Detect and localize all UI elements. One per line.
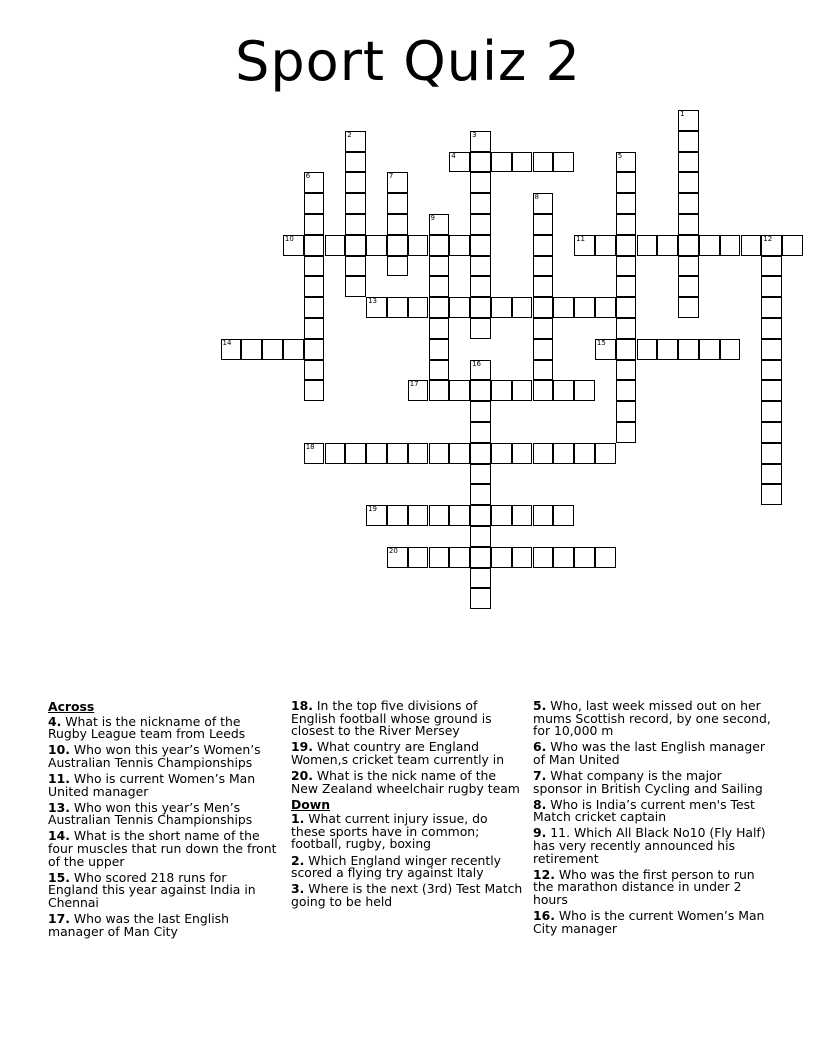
grid-cell[interactable] xyxy=(533,360,554,381)
grid-cell[interactable] xyxy=(408,505,429,526)
grid-cell[interactable] xyxy=(533,235,554,256)
clue-number: 10 xyxy=(284,234,294,243)
grid-cell[interactable] xyxy=(678,214,699,235)
clue-num: 8. xyxy=(533,796,547,812)
grid-cell[interactable] xyxy=(512,547,533,568)
grid-cell[interactable] xyxy=(387,547,408,568)
grid-cell[interactable] xyxy=(429,235,450,256)
grid-cell[interactable] xyxy=(408,443,429,464)
grid-cell[interactable] xyxy=(616,214,637,235)
grid-cell[interactable] xyxy=(761,339,782,360)
down-clue xyxy=(533,827,773,865)
clue-text: In the top five divisions of English football whose ground is closest to the River Mersey xyxy=(291,698,492,739)
grid-cell[interactable] xyxy=(761,401,782,422)
clue-text: What is the nick name of the New Zealand wheelchair rugby team xyxy=(291,767,520,796)
clue-number: 20 xyxy=(388,546,398,555)
clue-text: Who scored 218 runs for England this year against India in Chennai xyxy=(48,869,256,910)
grid-cell[interactable] xyxy=(304,172,325,193)
grid-cell[interactable] xyxy=(283,235,304,256)
grid-cell[interactable] xyxy=(345,131,366,152)
grid-cell[interactable] xyxy=(387,443,408,464)
grid-cell[interactable] xyxy=(678,110,699,131)
grid-cell[interactable] xyxy=(678,131,699,152)
grid-cell[interactable] xyxy=(262,339,283,360)
grid-cell[interactable] xyxy=(449,297,470,318)
grid-cell[interactable] xyxy=(491,297,512,318)
grid-cell[interactable] xyxy=(345,235,366,256)
grid-cell[interactable] xyxy=(616,339,637,360)
grid-cell[interactable] xyxy=(491,152,512,173)
across-clue xyxy=(48,713,280,742)
down-clue xyxy=(533,796,773,825)
grid-cell[interactable] xyxy=(387,214,408,235)
grid-cell[interactable] xyxy=(512,505,533,526)
grid-cell[interactable] xyxy=(470,380,491,401)
grid-cell[interactable] xyxy=(304,339,325,360)
grid-cell[interactable] xyxy=(678,193,699,214)
grid-cell[interactable] xyxy=(387,172,408,193)
grid-cell[interactable] xyxy=(221,339,242,360)
grid-cell[interactable] xyxy=(429,339,450,360)
grid-cell[interactable] xyxy=(429,276,450,297)
grid-cell[interactable] xyxy=(595,297,616,318)
grid-cell[interactable] xyxy=(429,360,450,381)
grid-cell[interactable] xyxy=(512,443,533,464)
grid-cell[interactable] xyxy=(678,297,699,318)
grid-cell[interactable] xyxy=(616,297,637,318)
clue-number: 13 xyxy=(368,297,378,306)
grid-cell[interactable] xyxy=(512,380,533,401)
grid-cell[interactable] xyxy=(366,235,387,256)
grid-cell[interactable] xyxy=(761,360,782,381)
clue-num: 5. xyxy=(533,698,547,713)
grid-cell[interactable] xyxy=(574,380,595,401)
grid-cell[interactable] xyxy=(345,172,366,193)
clue-number: 1 xyxy=(680,110,685,118)
across-clue xyxy=(48,869,280,910)
clue-text: Which England winger recently scored a flying try against Italy xyxy=(291,852,502,881)
across-clue xyxy=(48,910,280,939)
grid-cell[interactable] xyxy=(761,464,782,485)
grid-cell[interactable] xyxy=(616,318,637,339)
clue-text: Who won this year’s Women’s Australian Tennis Championships xyxy=(48,742,261,770)
grid-cell[interactable] xyxy=(761,256,782,277)
grid-cell[interactable] xyxy=(678,235,699,256)
clue-text: Who was the last English manager of Man City xyxy=(48,910,229,939)
grid-cell[interactable] xyxy=(470,131,491,152)
grid-cell[interactable] xyxy=(387,235,408,256)
grid-cell[interactable] xyxy=(512,297,533,318)
grid-cell[interactable] xyxy=(449,547,470,568)
clue-text: What company is the major sponsor in British Cycling and Sailing xyxy=(533,767,763,796)
across-clue xyxy=(291,767,523,796)
grid-cell[interactable] xyxy=(553,547,574,568)
grid-cell[interactable] xyxy=(304,193,325,214)
grid-cell[interactable] xyxy=(304,214,325,235)
down-clue xyxy=(533,866,773,907)
clue-number: 11 xyxy=(576,234,586,243)
grid-cell[interactable] xyxy=(366,297,387,318)
grid-cell[interactable] xyxy=(533,443,554,464)
grid-cell[interactable] xyxy=(366,443,387,464)
across-clue xyxy=(48,744,280,769)
clue-num: 7. xyxy=(533,767,547,783)
grid-cell[interactable] xyxy=(470,464,491,485)
grid-cell[interactable] xyxy=(574,297,595,318)
clue-num: 18. xyxy=(291,698,313,713)
clue-num: 17. xyxy=(48,910,70,926)
grid-cell[interactable] xyxy=(553,505,574,526)
puzzle-title: Sport Quiz 2 xyxy=(235,30,581,93)
clue-text: What current injury issue, do these sports have in common; football, rugby, boxing xyxy=(291,811,488,852)
clues-column-1 xyxy=(48,700,280,942)
grid-cell[interactable] xyxy=(470,360,491,381)
grid-cell[interactable] xyxy=(533,276,554,297)
grid-cell[interactable] xyxy=(387,193,408,214)
grid-cell[interactable] xyxy=(616,276,637,297)
grid-cell[interactable] xyxy=(470,214,491,235)
grid-cell[interactable] xyxy=(345,256,366,277)
grid-cell[interactable] xyxy=(616,380,637,401)
grid-cell[interactable] xyxy=(553,297,574,318)
clue-text: Who was the first person to run the marathon distance in under 2 hours xyxy=(533,866,755,907)
grid-cell[interactable] xyxy=(761,318,782,339)
grid-cell[interactable] xyxy=(616,422,637,443)
grid-cell[interactable] xyxy=(761,235,782,256)
grid-cell[interactable] xyxy=(574,235,595,256)
clue-num: 4. xyxy=(48,713,62,729)
grid-cell[interactable] xyxy=(408,297,429,318)
clue-num: 1. xyxy=(291,811,305,827)
down-clue xyxy=(291,883,523,908)
clue-text: Who is current Women’s Man United manager xyxy=(48,770,256,799)
clue-number: 6 xyxy=(305,172,311,181)
grid-cell[interactable] xyxy=(616,152,637,173)
clue-text: What is the nickname of the Rugby League team from Leeds xyxy=(48,713,246,742)
clue-num: 3. xyxy=(291,881,305,897)
clue-num: 12. xyxy=(533,866,555,882)
clue-num: 11. xyxy=(48,770,70,786)
grid-cell[interactable] xyxy=(470,193,491,214)
grid-cell[interactable] xyxy=(387,256,408,277)
grid-cell[interactable] xyxy=(761,380,782,401)
grid-cell[interactable] xyxy=(449,380,470,401)
down-clue xyxy=(533,907,773,936)
grid-cell[interactable] xyxy=(616,235,637,256)
grid-cell[interactable] xyxy=(304,256,325,277)
clue-num: 2. xyxy=(291,852,305,868)
grid-cell[interactable] xyxy=(678,276,699,297)
clue-num: 9. xyxy=(533,825,547,841)
down-clue xyxy=(533,700,773,738)
grid-cell[interactable] xyxy=(470,401,491,422)
grid-cell[interactable] xyxy=(616,401,637,422)
grid-cell[interactable] xyxy=(325,443,346,464)
across-clue xyxy=(48,830,280,868)
grid-cell[interactable] xyxy=(470,505,491,526)
down-clue xyxy=(533,741,773,766)
clue-num: 15. xyxy=(48,869,70,885)
grid-cell[interactable] xyxy=(429,297,450,318)
grid-cell[interactable] xyxy=(782,235,803,256)
grid-cell[interactable] xyxy=(616,193,637,214)
grid-cell[interactable] xyxy=(304,318,325,339)
grid-cell[interactable] xyxy=(304,276,325,297)
grid-cell[interactable] xyxy=(408,235,429,256)
grid-cell[interactable] xyxy=(761,276,782,297)
grid-cell[interactable] xyxy=(470,526,491,547)
grid-cell[interactable] xyxy=(574,443,595,464)
grid-cell[interactable] xyxy=(470,256,491,277)
clues-column-2 xyxy=(291,700,523,912)
grid-cell[interactable] xyxy=(533,214,554,235)
grid-cell[interactable] xyxy=(595,547,616,568)
clues-column-3 xyxy=(533,700,773,939)
grid-cell[interactable] xyxy=(241,339,262,360)
grid-cell[interactable] xyxy=(408,547,429,568)
grid-cell[interactable] xyxy=(491,443,512,464)
grid-cell[interactable] xyxy=(470,422,491,443)
clue-number: 4 xyxy=(451,151,456,160)
grid-cell[interactable] xyxy=(470,172,491,193)
clue-num: 19. xyxy=(291,739,313,755)
grid-cell[interactable] xyxy=(470,152,491,173)
grid-cell[interactable] xyxy=(678,256,699,277)
down-clue xyxy=(533,767,773,796)
grid-cell[interactable] xyxy=(304,297,325,318)
clue-num: 20. xyxy=(291,767,313,783)
grid-cell[interactable] xyxy=(470,297,491,318)
grid-cell[interactable] xyxy=(678,152,699,173)
grid-cell[interactable] xyxy=(720,235,741,256)
clue-text: 11. Which All Black No10 (Fly Half) has very recently announced his retirement xyxy=(533,825,766,866)
grid-cell[interactable] xyxy=(533,152,554,173)
grid-cell[interactable] xyxy=(345,276,366,297)
grid-cell[interactable] xyxy=(657,235,678,256)
grid-cell[interactable] xyxy=(761,297,782,318)
clue-number: 9 xyxy=(430,214,435,222)
clue-number: 14 xyxy=(222,338,232,347)
grid-cell[interactable] xyxy=(304,235,325,256)
grid-cell[interactable] xyxy=(429,443,450,464)
clue-number: 18 xyxy=(305,442,315,451)
grid-cell[interactable] xyxy=(720,339,741,360)
clue-text: Who, last week missed out on her mums Scottish record, by one second, for 10,000 m xyxy=(533,698,771,739)
grid-cell[interactable] xyxy=(449,443,470,464)
grid-cell[interactable] xyxy=(657,339,678,360)
grid-cell[interactable] xyxy=(491,505,512,526)
grid-cell[interactable] xyxy=(449,235,470,256)
clue-num: 6. xyxy=(533,739,547,755)
grid-cell[interactable] xyxy=(449,152,470,173)
grid-cell[interactable] xyxy=(429,214,450,235)
clue-number: 19 xyxy=(368,505,378,514)
grid-cell[interactable] xyxy=(616,172,637,193)
grid-cell[interactable] xyxy=(678,339,699,360)
grid-cell[interactable] xyxy=(429,505,450,526)
clue-text: Who is the current Women’s Man City manager xyxy=(533,907,765,936)
down-heading: Down xyxy=(291,796,331,812)
grid-cell[interactable] xyxy=(533,505,554,526)
clue-text: Who is India’s current men's Test Match cricket captain xyxy=(533,796,755,825)
grid-cell[interactable] xyxy=(470,235,491,256)
clue-number: 7 xyxy=(388,172,394,181)
clue-number: 12 xyxy=(763,234,773,243)
clue-number: 3 xyxy=(472,130,477,139)
clue-number: 17 xyxy=(409,380,419,389)
grid-cell[interactable] xyxy=(449,505,470,526)
grid-cell[interactable] xyxy=(678,172,699,193)
clue-text: Where is the next (3rd) Test Match going to be held xyxy=(291,881,523,909)
grid-cell[interactable] xyxy=(470,568,491,589)
grid-cell[interactable] xyxy=(491,547,512,568)
grid-cell[interactable] xyxy=(408,380,429,401)
across-heading: Across xyxy=(48,699,95,714)
grid-cell[interactable] xyxy=(345,214,366,235)
across-clue xyxy=(291,741,523,766)
grid-cell[interactable] xyxy=(637,235,658,256)
down-clue xyxy=(291,852,523,881)
clue-num: 14. xyxy=(48,828,70,844)
grid-cell[interactable] xyxy=(553,443,574,464)
grid-cell[interactable] xyxy=(429,318,450,339)
clue-text: Who won this year’s Men’s Australian Tennis Championships xyxy=(48,799,253,828)
clue-text: What country are England Women,s cricket team currently in xyxy=(291,739,505,767)
grid-cell[interactable] xyxy=(616,360,637,381)
clue-number: 2 xyxy=(347,130,352,139)
across-clue xyxy=(48,799,280,828)
grid-cell[interactable] xyxy=(761,443,782,464)
grid-cell[interactable] xyxy=(533,318,554,339)
grid-cell[interactable] xyxy=(533,256,554,277)
grid-cell[interactable] xyxy=(533,380,554,401)
grid-cell[interactable] xyxy=(533,297,554,318)
grid-cell[interactable] xyxy=(470,484,491,505)
grid-cell[interactable] xyxy=(533,339,554,360)
clue-num: 13. xyxy=(48,799,70,815)
grid-cell[interactable] xyxy=(325,235,346,256)
across-clue xyxy=(291,700,523,738)
grid-cell[interactable] xyxy=(366,505,387,526)
down-clue xyxy=(291,813,523,851)
clue-number: 5 xyxy=(617,151,623,160)
clue-text: What is the short name of the four muscles that run down the front of the upper xyxy=(48,828,277,869)
clue-number: 15 xyxy=(596,338,606,347)
grid-cell[interactable] xyxy=(574,547,595,568)
grid-cell[interactable] xyxy=(387,505,408,526)
grid-cell[interactable] xyxy=(345,152,366,173)
grid-cell[interactable] xyxy=(595,339,616,360)
grid-cell[interactable] xyxy=(637,339,658,360)
grid-cell[interactable] xyxy=(761,484,782,505)
grid-cell[interactable] xyxy=(699,235,720,256)
grid-cell[interactable] xyxy=(304,360,325,381)
grid-cell[interactable] xyxy=(345,193,366,214)
grid-cell[interactable] xyxy=(699,339,720,360)
grid-cell[interactable] xyxy=(304,380,325,401)
grid-cell[interactable] xyxy=(741,235,762,256)
grid-cell[interactable] xyxy=(616,256,637,277)
clue-number: 8 xyxy=(534,193,539,202)
grid-cell[interactable] xyxy=(553,380,574,401)
grid-cell[interactable] xyxy=(553,152,574,173)
grid-cell[interactable] xyxy=(491,380,512,401)
grid-cell[interactable] xyxy=(533,547,554,568)
grid-cell[interactable] xyxy=(283,339,304,360)
grid-cell[interactable] xyxy=(761,422,782,443)
grid-cell[interactable] xyxy=(304,443,325,464)
clue-num: 16. xyxy=(533,907,555,923)
grid-cell[interactable] xyxy=(533,193,554,214)
clue-text: Who was the last English manager of Man United xyxy=(533,739,765,767)
grid-cell[interactable] xyxy=(595,443,616,464)
across-clue xyxy=(48,770,280,799)
clue-num: 10. xyxy=(48,742,70,758)
grid-cell[interactable] xyxy=(470,547,491,568)
grid-cell[interactable] xyxy=(470,443,491,464)
grid-cell[interactable] xyxy=(345,443,366,464)
grid-cell[interactable] xyxy=(429,547,450,568)
grid-cell[interactable] xyxy=(387,297,408,318)
grid-cell[interactable] xyxy=(429,256,450,277)
grid-cell[interactable] xyxy=(470,588,491,609)
grid-cell[interactable] xyxy=(429,380,450,401)
clue-number: 16 xyxy=(472,359,482,368)
grid-cell[interactable] xyxy=(470,318,491,339)
grid-cell[interactable] xyxy=(470,276,491,297)
grid-cell[interactable] xyxy=(595,235,616,256)
grid-cell[interactable] xyxy=(512,152,533,173)
